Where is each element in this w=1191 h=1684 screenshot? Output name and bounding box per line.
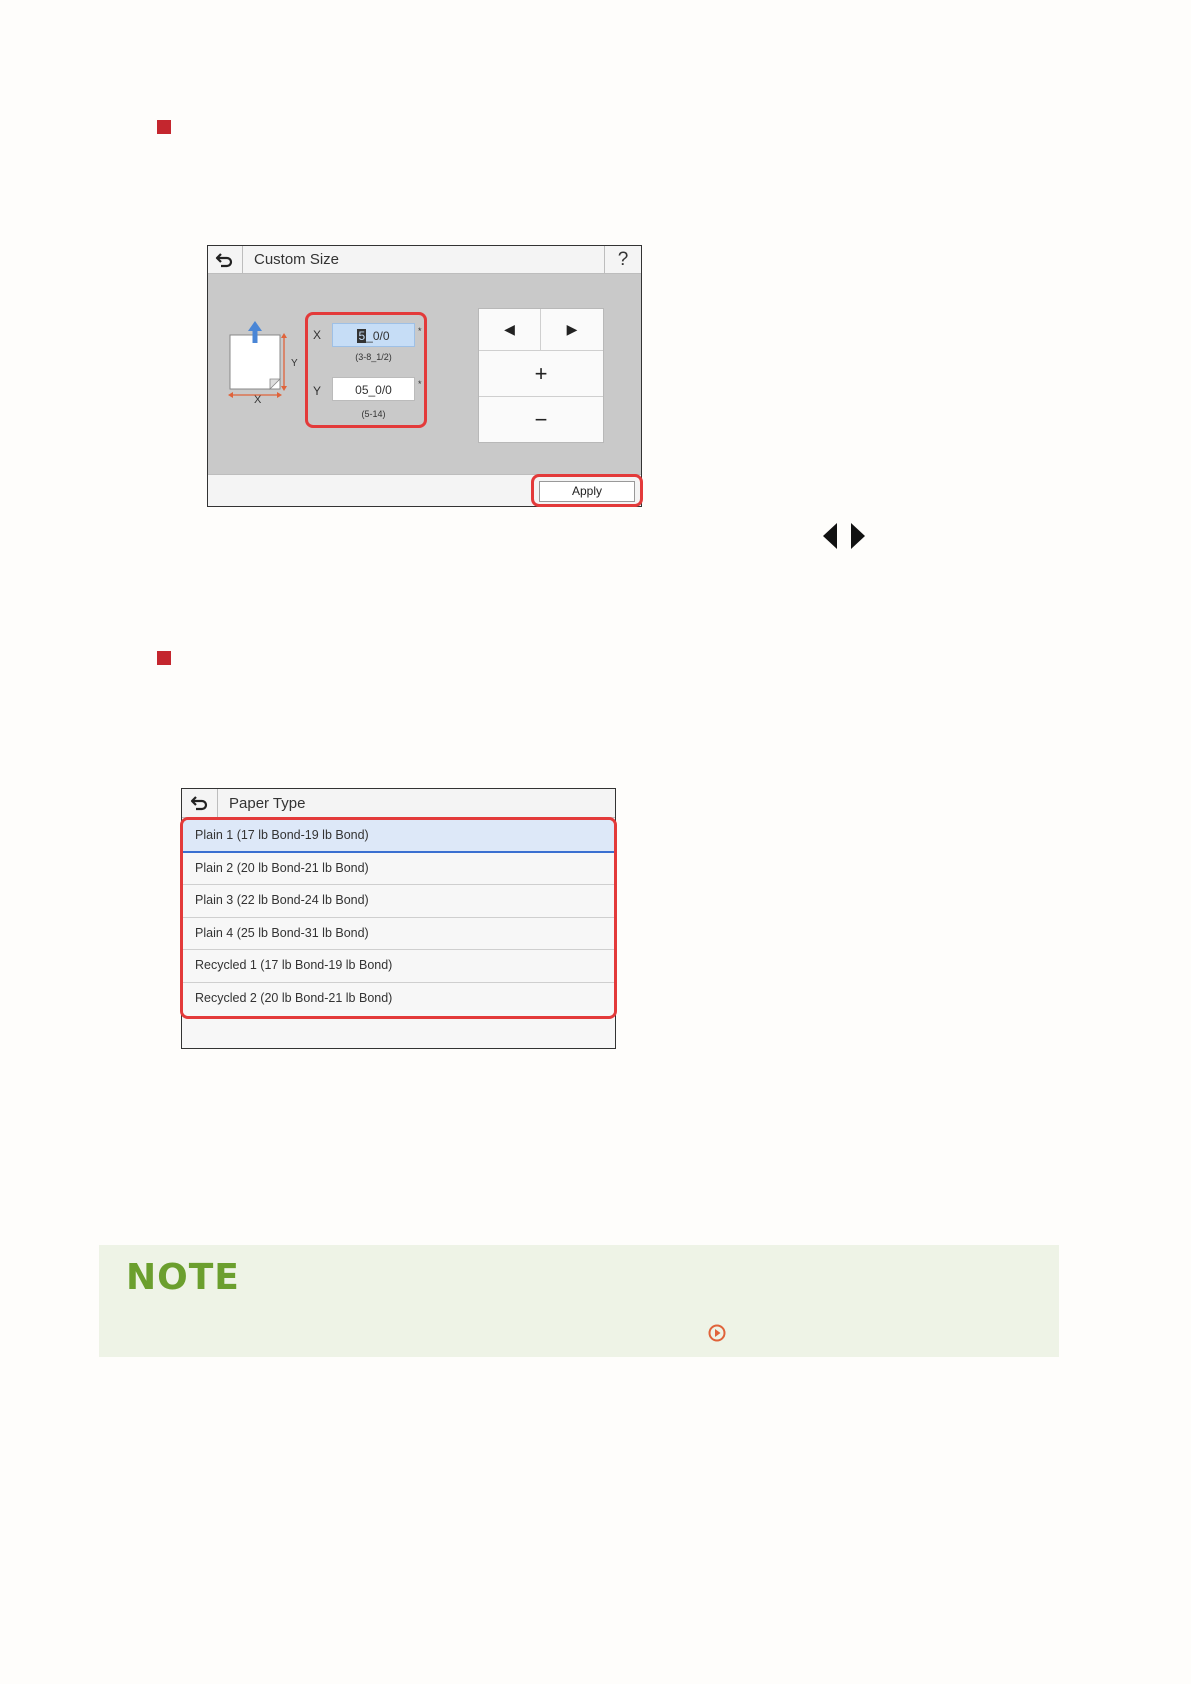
triangle-right-icon: ▶ [566,321,578,337]
cursor-left-button[interactable] [479,309,541,351]
paper-type-item[interactable] [183,885,614,918]
title-bar [208,246,641,274]
link-arrow-icon[interactable] [708,1324,726,1342]
x-size-value: _0/0 [366,329,390,343]
y-size-value: 05_0/0 [355,383,392,397]
apply-highlight [531,474,643,507]
apply-button[interactable]: Apply [539,481,635,502]
paper-type-list [180,817,617,1019]
paper-type-screen [181,788,616,1049]
paper-type-item[interactable] [183,983,614,1016]
paper-type-item[interactable] [183,853,614,886]
paper-type-item[interactable] [183,918,614,951]
minus-icon: − [534,406,548,432]
illus-y-label: Y [291,358,298,369]
paper-type-item[interactable] [183,820,614,853]
paper-type-label: Plain 2 (20 lb Bond-21 lb Bond) [195,860,369,875]
paper-type-label: Plain 1 (17 lb Bond-19 lb Bond) [195,828,369,842]
paper-type-label: Recycled 1 (17 lb Bond-19 lb Bond) [195,958,393,973]
paper-type-label: Recycled 2 (20 lb Bond-21 lb Bond) [195,990,393,1005]
help-icon: ? [617,249,629,270]
title-bar [182,789,615,818]
note-title: NOTE [126,1257,240,1298]
y-range-hint: (5-14) [361,409,386,419]
decrement-button[interactable] [479,397,603,442]
screen-title: Custom Size [254,251,340,268]
size-input-group [305,312,427,428]
note-box [99,1245,1059,1357]
section-bullet-1 [157,120,171,134]
cursor-right-button[interactable] [541,309,603,351]
x-size-field[interactable] [332,323,415,347]
y-size-field[interactable] [332,377,415,401]
y-required-mark: * [418,379,422,389]
y-axis-label: Y [313,384,322,398]
x-axis-label: X [313,328,322,342]
back-icon [190,795,210,811]
illus-x-label: X [254,394,262,406]
paper-type-item[interactable] [183,950,614,983]
paper-type-label: Plain 4 (25 lb Bond-31 lb Bond) [195,925,369,940]
left-right-arrows-icon [819,520,869,552]
custom-size-screen [207,245,642,507]
back-icon [215,252,235,268]
adjust-keypad [478,308,604,443]
x-size-cursor: 5 [358,329,366,343]
x-range-hint: (3-8_1/2) [355,352,392,362]
help-button[interactable] [604,246,641,273]
plus-icon: + [534,360,548,386]
triangle-left-icon: ◀ [504,321,515,337]
back-button[interactable] [208,246,243,273]
x-required-mark: * [418,326,422,336]
increment-button[interactable] [479,351,603,397]
section-bullet-2 [157,651,171,665]
paper-type-label: Plain 3 (22 lb Bond-24 lb Bond) [195,893,369,908]
screen-title: Paper Type [229,795,306,812]
back-button[interactable] [182,789,218,817]
